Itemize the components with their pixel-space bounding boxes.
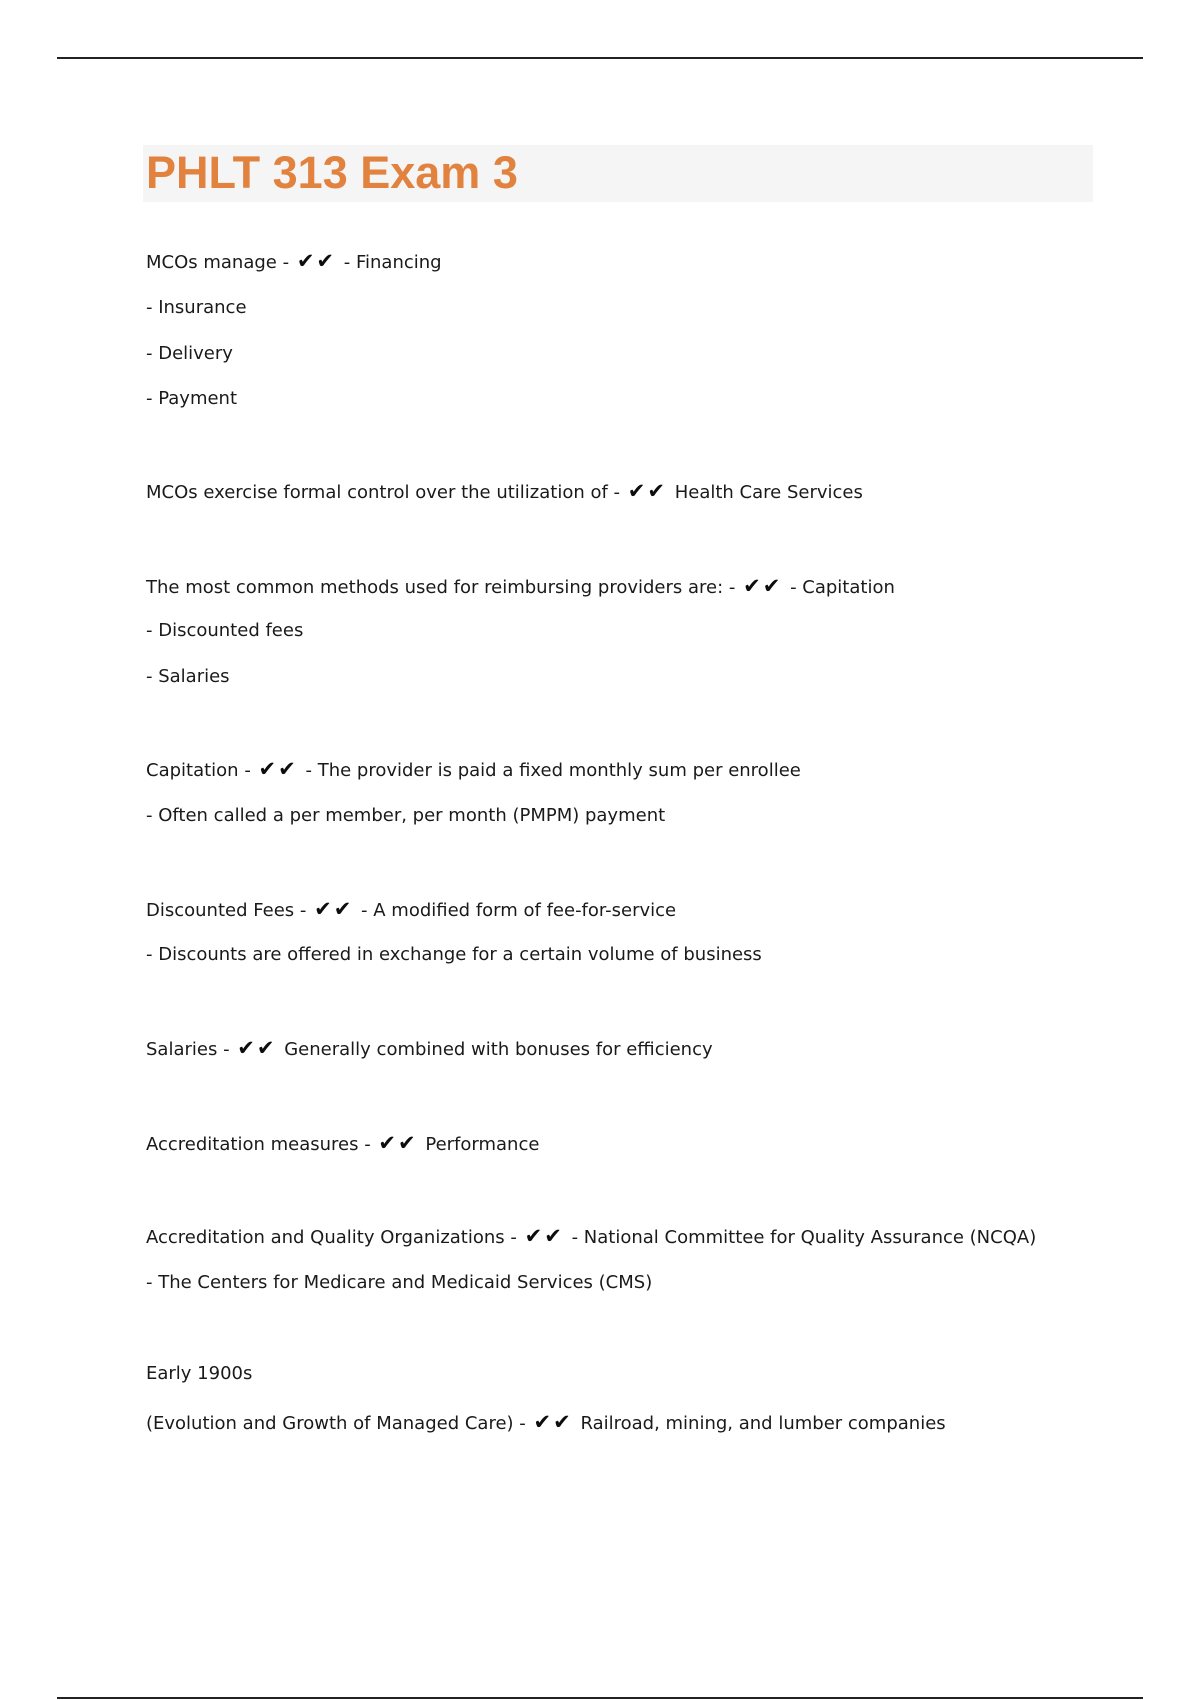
check-icon: ✔✔ xyxy=(524,1224,564,1248)
check-icon: ✔✔ xyxy=(627,479,667,503)
entry-answer: Generally combined with bonuses for efficiency xyxy=(284,1039,713,1060)
entry-answer: - The provider is paid a fixed monthly sum per enrollee xyxy=(305,760,801,781)
entry-line xyxy=(146,1036,713,1062)
check-icon: ✔✔ xyxy=(314,897,354,921)
entry-line xyxy=(146,574,895,600)
check-icon: ✔✔ xyxy=(296,249,337,273)
entry-line xyxy=(146,479,863,505)
entry-continuation: - Insurance xyxy=(146,297,247,318)
entry-line xyxy=(146,757,801,783)
check-icon: ✔✔ xyxy=(378,1131,418,1155)
check-icon: ✔✔ xyxy=(533,1410,573,1434)
entry-prompt: Discounted Fees - xyxy=(146,900,307,921)
entry-continuation: - Often called a per member, per month (PMPM) payment xyxy=(146,805,666,826)
entry-line xyxy=(146,1131,539,1157)
entry-continuation: - Salaries xyxy=(146,666,230,687)
entry-line xyxy=(146,1410,946,1436)
entry-continuation: - Delivery xyxy=(146,343,233,364)
entry-prompt: MCOs manage - xyxy=(146,252,290,273)
entry-answer: Railroad, mining, and lumber companies xyxy=(580,1413,946,1434)
entry-line xyxy=(146,897,676,923)
entry-prompt: Accreditation measures - xyxy=(146,1134,371,1155)
entry-answer: - Capitation xyxy=(790,577,895,598)
entry-line xyxy=(146,1224,1036,1250)
entry-prompt: MCOs exercise formal control over the utilization of - xyxy=(146,482,621,503)
entry-answer: - A modified form of fee-for-service xyxy=(361,900,677,921)
entry-prompt: Capitation - xyxy=(146,760,251,781)
check-icon: ✔✔ xyxy=(743,574,783,598)
entry-answer: - Financing xyxy=(343,252,442,273)
top-rule xyxy=(57,57,1143,59)
check-icon: ✔✔ xyxy=(237,1036,277,1060)
entry-prompt: Salaries - xyxy=(146,1039,230,1060)
bottom-rule xyxy=(57,1697,1143,1699)
entry-heading: Early 1900s xyxy=(146,1363,253,1384)
entry-answer: Performance xyxy=(425,1134,540,1155)
entry-continuation: - The Centers for Medicare and Medicaid Services (CMS) xyxy=(146,1272,653,1293)
page-title: PHLT 313 Exam 3 xyxy=(146,147,518,198)
entry-line xyxy=(146,249,442,275)
entry-prompt: (Evolution and Growth of Managed Care) - xyxy=(146,1413,526,1434)
entry-answer: - National Committee for Quality Assurance (NCQA) xyxy=(571,1227,1037,1248)
entry-answer: Health Care Services xyxy=(674,482,863,503)
entry-continuation: - Discounts are offered in exchange for a certain volume of business xyxy=(146,944,762,965)
entry-continuation: - Discounted fees xyxy=(146,620,304,641)
entry-prompt: The most common methods used for reimbursing providers are: - xyxy=(146,577,736,598)
entry-continuation: - Payment xyxy=(146,388,238,409)
check-icon: ✔✔ xyxy=(258,757,298,781)
entry-prompt: Accreditation and Quality Organizations - xyxy=(146,1227,517,1248)
